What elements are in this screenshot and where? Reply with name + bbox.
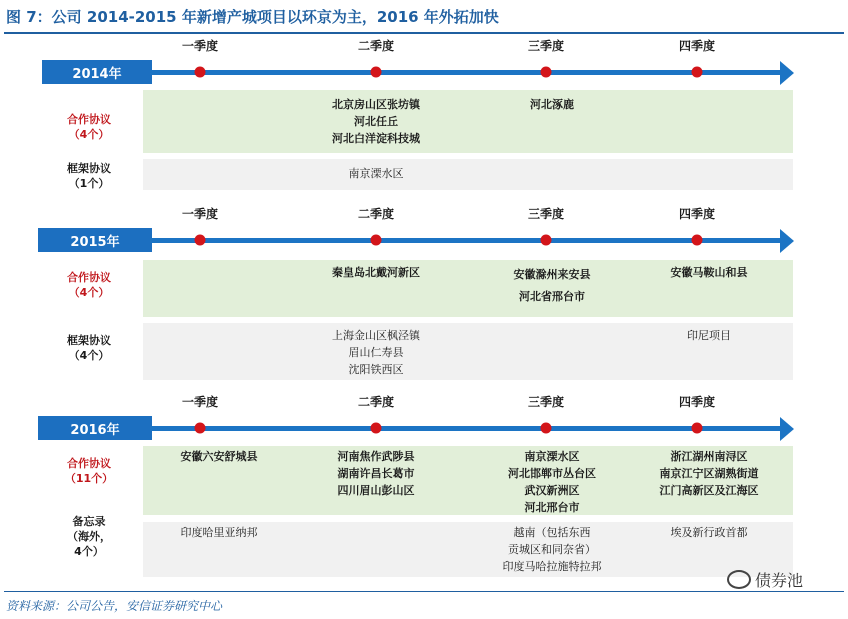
row-label — [44, 112, 134, 142]
quarter-label: 三季度 — [527, 39, 565, 53]
row-label-line: （11个） — [64, 472, 114, 485]
quarter-label: 一季度 — [181, 395, 219, 409]
project-cell — [181, 524, 258, 541]
project-cell — [181, 448, 258, 465]
project-cell — [332, 96, 420, 147]
project-name: 埃及新行政首都 — [670, 526, 748, 539]
quarter-marker — [692, 423, 703, 434]
project-name: 上海金山区枫泾镇 — [332, 329, 420, 342]
project-name: 南京溧水区 — [348, 167, 404, 180]
timeline-section-3 — [0, 393, 848, 593]
project-name: 贡城区和同奈省） — [508, 543, 596, 556]
row-label-line: 合作协议 — [67, 113, 111, 126]
figure-title: 图 7：公司 2014-2015 年新增产城项目以环京为主，2016 年外拓加快 — [6, 8, 499, 26]
row-label — [44, 333, 134, 363]
row-label — [44, 161, 134, 191]
timeline-arrow-icon — [780, 417, 794, 441]
project-name: 眉山仁寿县 — [348, 346, 404, 359]
quarter-marker — [371, 67, 382, 78]
project-name: 河北任丘 — [354, 115, 398, 128]
quarter-label: 一季度 — [181, 39, 219, 53]
quarter-marker — [692, 67, 703, 78]
quarter-label: 二季度 — [357, 395, 395, 409]
quarter-marker — [371, 235, 382, 246]
agreement-row — [143, 90, 793, 153]
timeline-line — [150, 238, 782, 243]
timeline-arrow-icon — [780, 229, 794, 253]
timeline-section-2 — [0, 205, 848, 405]
row-label-line: 备忘录 — [72, 515, 106, 528]
quarter-label: 一季度 — [181, 207, 219, 221]
quarter-label: 四季度 — [678, 207, 716, 221]
row-label-line: （1个） — [68, 177, 110, 190]
project-name: 河北邢台市 — [524, 501, 580, 514]
project-name: 湖南许昌长葛市 — [337, 467, 415, 480]
project-name: 安徽六安舒城县 — [180, 450, 258, 463]
project-name: 沈阳铁西区 — [348, 363, 404, 376]
quarter-label: 二季度 — [357, 207, 395, 221]
project-cell — [687, 327, 731, 344]
project-cell — [508, 448, 596, 516]
project-cell — [530, 96, 574, 113]
project-name: 河北省邢台市 — [519, 290, 585, 303]
project-cell — [349, 165, 404, 182]
project-name: 越南（包括东西 — [513, 526, 591, 539]
project-cell — [671, 524, 748, 541]
project-name: 河北涿鹿 — [530, 98, 574, 111]
project-name: 印度哈里亚纳邦 — [180, 526, 258, 539]
title-divider — [4, 32, 844, 34]
quarter-label: 三季度 — [527, 207, 565, 221]
row-label-line: 框架协议 — [67, 162, 111, 175]
timeline-line — [150, 70, 782, 75]
project-cell — [503, 524, 602, 575]
project-name: 南京江宁区湖熟街道 — [659, 467, 759, 480]
project-name: 河南焦作武陟县 — [337, 450, 415, 463]
row-label — [44, 514, 134, 559]
year-label: 2015年 — [38, 228, 152, 252]
row-label-line: 框架协议 — [67, 334, 111, 347]
project-cell — [338, 448, 415, 499]
project-name: 浙江湖州南浔区 — [670, 450, 748, 463]
project-name: 安徽马鞍山和县 — [670, 266, 748, 279]
wechat-icon — [727, 570, 751, 589]
row-label — [44, 270, 134, 300]
project-cell — [660, 448, 759, 499]
project-cell — [671, 264, 748, 281]
watermark-text: 债券池 — [755, 571, 804, 590]
project-name: 北京房山区张坊镇 — [332, 98, 420, 111]
project-cell — [332, 264, 420, 281]
project-name: 南京溧水区 — [524, 450, 580, 463]
row-label-line: （4个） — [68, 349, 110, 362]
row-label-line: （4个） — [68, 128, 110, 141]
row-label-line: （海外， — [67, 530, 111, 543]
row-label-line: 合作协议 — [67, 271, 111, 284]
quarter-label: 二季度 — [357, 39, 395, 53]
watermark — [727, 568, 803, 591]
quarter-marker — [195, 423, 206, 434]
project-name: 河北白洋淀科技城 — [332, 132, 420, 145]
quarter-marker — [371, 423, 382, 434]
project-name: 河北邯郸市丛台区 — [508, 467, 596, 480]
timeline-arrow-icon — [780, 61, 794, 85]
row-label — [44, 456, 134, 486]
quarter-marker — [195, 235, 206, 246]
agreement-row — [143, 159, 793, 190]
year-label: 2016年 — [38, 416, 152, 440]
quarter-marker — [541, 423, 552, 434]
project-name: 武汉新洲区 — [524, 484, 580, 497]
project-cell — [332, 327, 420, 378]
footer-divider — [4, 591, 844, 592]
timeline-line — [150, 426, 782, 431]
project-name: 安徽滁州来安县 — [513, 268, 591, 281]
quarter-marker — [541, 67, 552, 78]
quarter-label: 四季度 — [678, 395, 716, 409]
project-name: 印尼项目 — [687, 329, 731, 342]
project-name: 秦皇岛北戴河新区 — [332, 266, 420, 279]
project-name: 印度马哈拉施特拉邦 — [502, 560, 602, 573]
quarter-marker — [541, 235, 552, 246]
quarter-marker — [195, 67, 206, 78]
quarter-label: 三季度 — [527, 395, 565, 409]
project-name: 四川眉山彭山区 — [337, 484, 415, 497]
year-label: 2014年 — [42, 60, 152, 84]
row-label-line: 4个） — [74, 545, 104, 558]
row-label-line: 合作协议 — [67, 457, 111, 470]
quarter-marker — [692, 235, 703, 246]
project-name: 江门高新区及江海区 — [659, 484, 759, 497]
quarter-label: 四季度 — [678, 39, 716, 53]
source-note: 资料来源：公司公告，安信证券研究中心 — [6, 599, 223, 613]
project-cell — [514, 264, 591, 308]
row-label-line: （4个） — [68, 286, 110, 299]
